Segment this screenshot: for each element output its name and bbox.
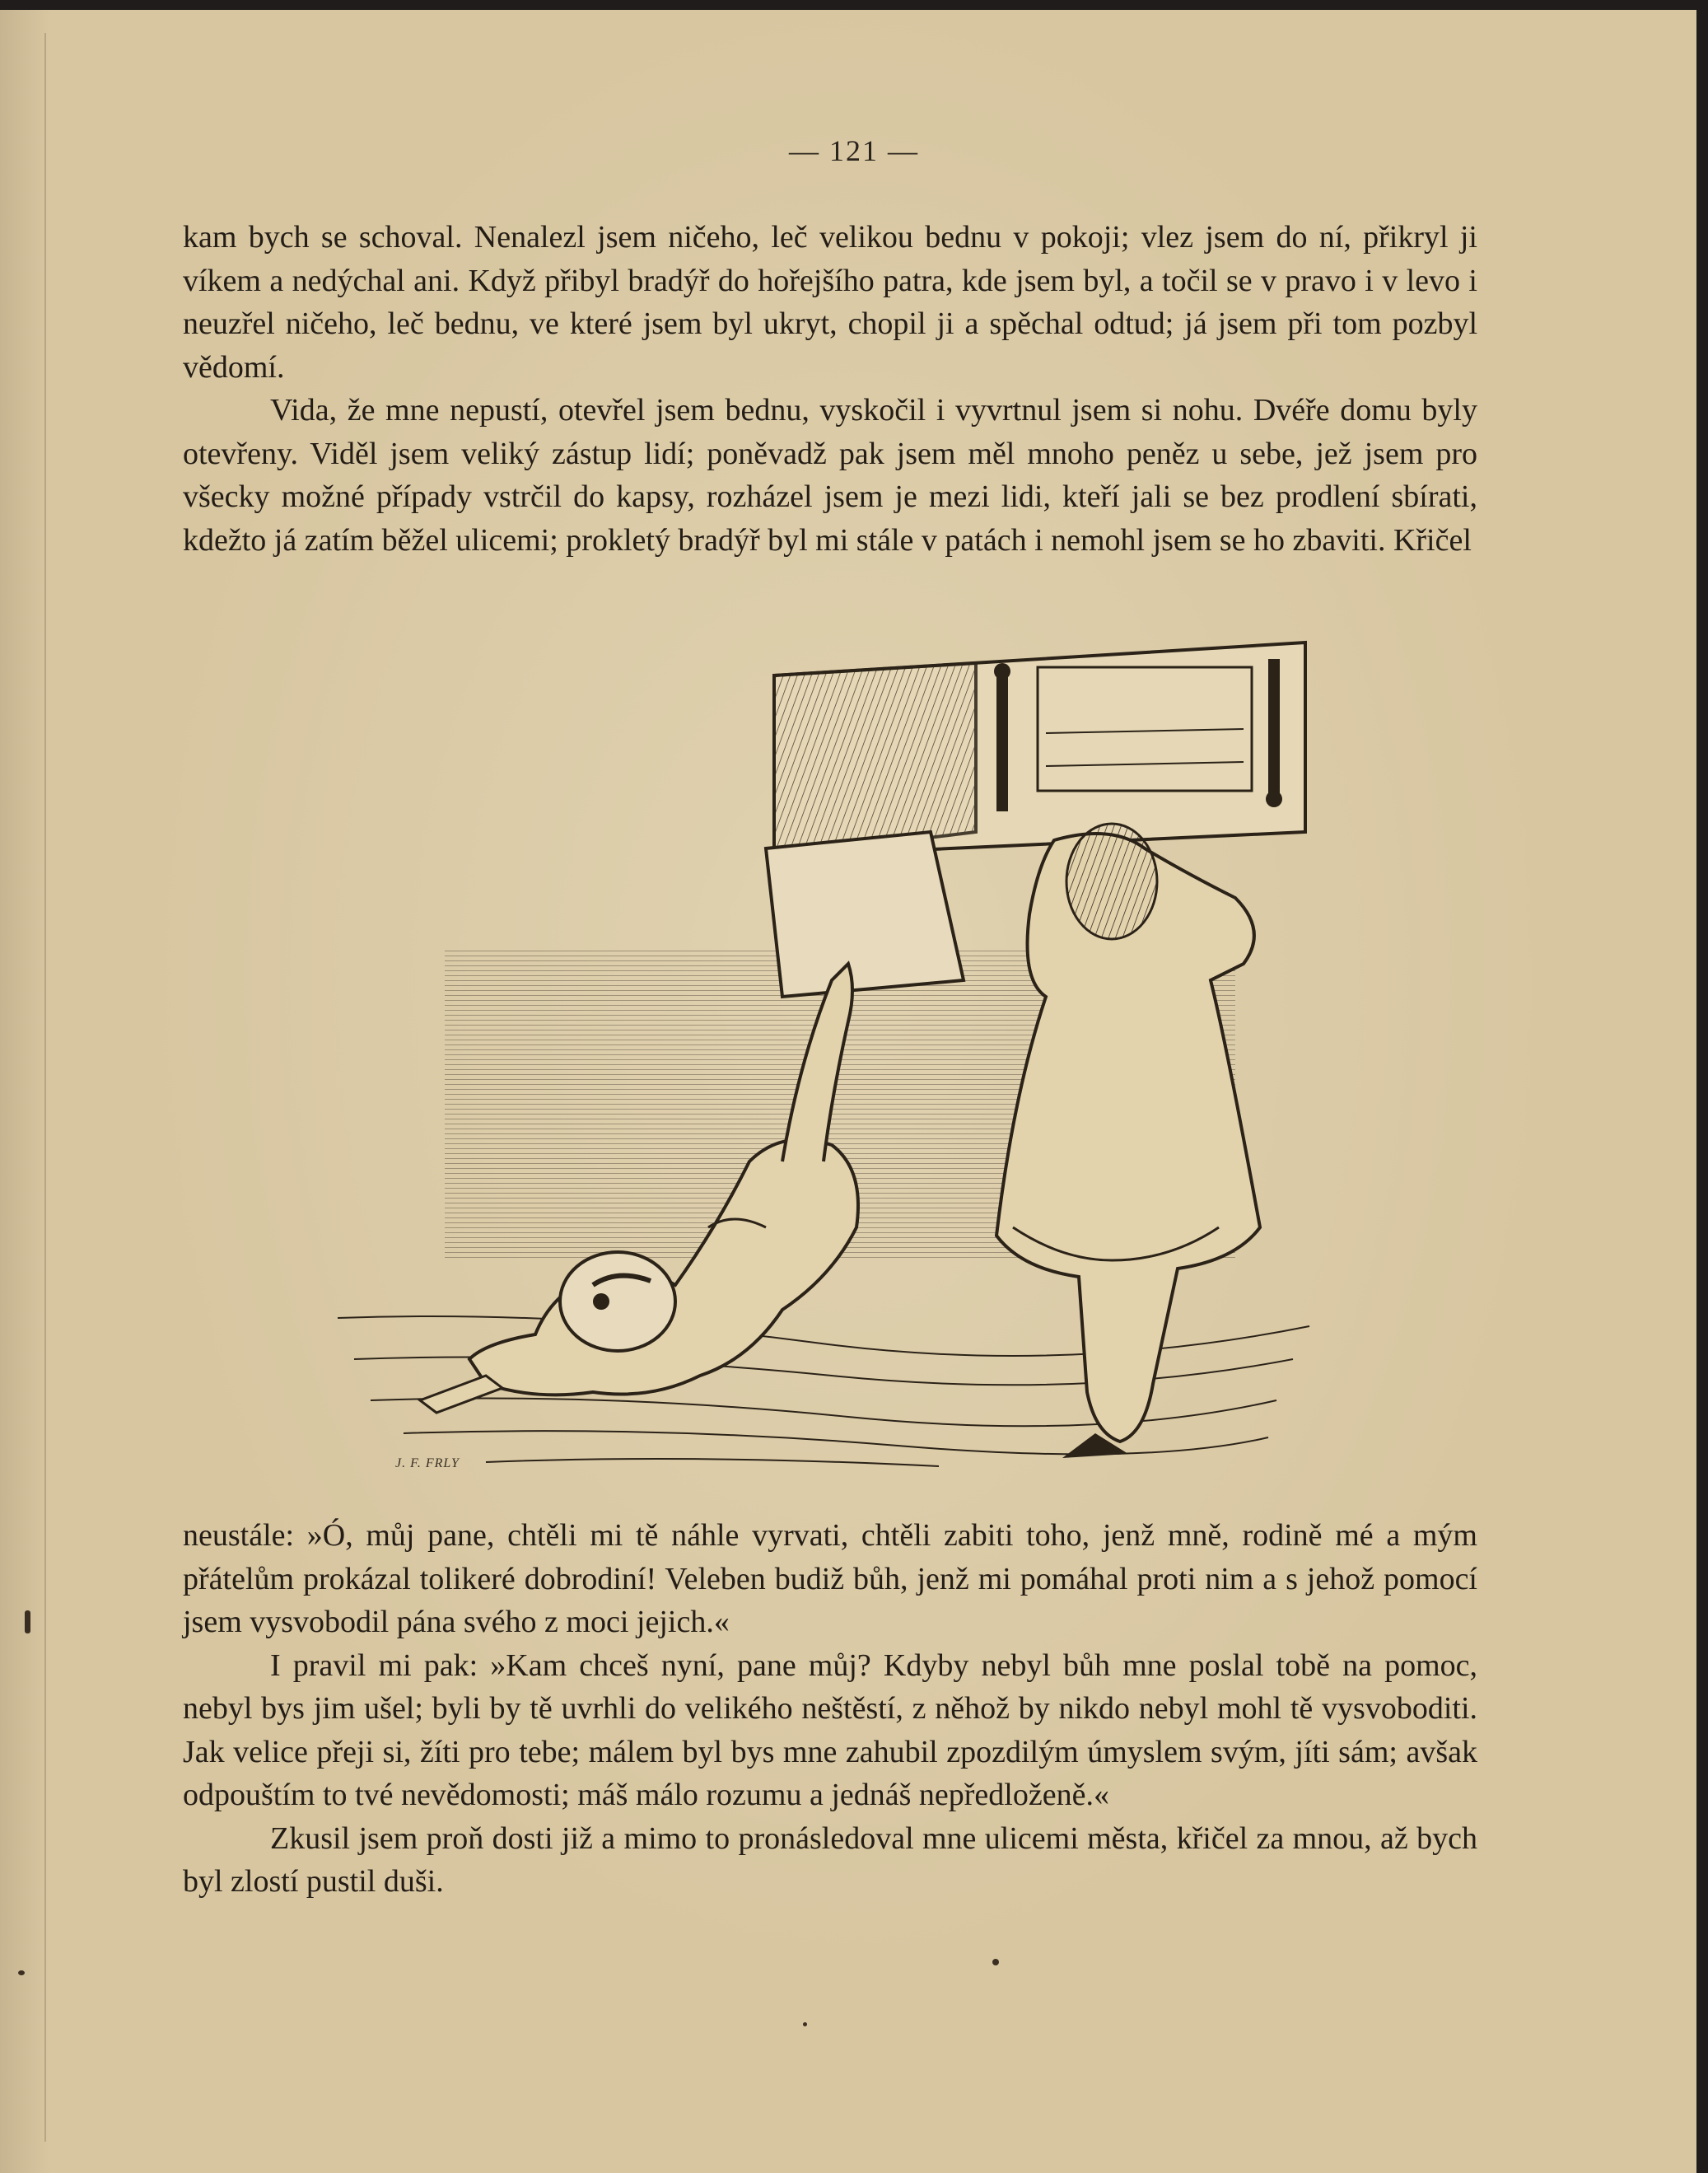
paragraph: Zkusil jsem proň dosti již a mimo to pronásledoval mne ulicemi města, křičel za mnou, až bych byl zlostí pustil duši.	[183, 1820, 1477, 1899]
page-number: — 121 —	[789, 134, 919, 167]
illustration-signature: J. F. FRLY	[395, 1456, 460, 1470]
paragraph: neustále: »Ó, můj pane, chtěli mi tě náhle vyrvati, chtěli zabiti toho, jenž mně, rodině mé a mým přátelům prokázal tolikeré dobrodiní! Veleben budiž bůh, jenž mi pomáhal proti nim a s jehož pomocí jsem vysvobodil pána svého z moci jejich.«	[183, 1518, 1477, 1639]
text-block-bottom	[183, 1514, 1477, 1904]
barber-figure	[996, 824, 1260, 1458]
paper-speck	[18, 1970, 25, 1975]
paper-speck	[992, 1959, 999, 1965]
chest	[774, 643, 1305, 857]
paper-speck	[803, 2022, 807, 2026]
paragraph: I pravil mi pak: »Kam chceš nyní, pane můj? Kdyby nebyl bůh mne poslal tobě na pomoc, nebyl bys jim ušel; byli by tě uvrhli do velikého neštěstí, z něhož by nikdo nebyl mohl tě vysvoboditi. Jak velice přeji si, žíti pro tebe; málem byl bys mne zahubil zpozdilým úmyslem svým, jíti sám; avšak odpouštím to tvé nevědomosti; máš málo rozumu a jednáš nepředloženě.«	[183, 1647, 1477, 1812]
paper-speck	[25, 1610, 30, 1633]
chest-lid	[766, 832, 964, 997]
engraving-illustration	[321, 634, 1346, 1474]
paragraph: kam bych se schoval. Nenalezl jsem ničeho, leč velikou bednu v pokoji; vlez jsem do ní, přikryl ji víkem a nedýchal ani. Když přibyl bradýř do hořejšího patra, kde jsem byl, a točil se v pravo i v levo i neuzřel ničeho, leč bednu, ve které jsem byl ukryt, chopil ji a spěchal odtud; já jsem při tom pozbyl vědomí.	[183, 220, 1477, 385]
page-gutter-shadow	[44, 33, 46, 2142]
paragraph: Vida, že mne nepustí, otevřel jsem bednu, vyskočil i vyvrtnul jsem si nohu. Dvéře domu byly otevřeny. Viděl jsem veliký zástup lidí; poněvadž pak jsem měl mnoho peněz u sebe, jež jsem pro všecky možné případy vstrčil do kapsy, rozházel jsem je mezi lidi, kteří jali se bez prodlení sbírati, kdežto já zatím běžel ulicemi; prokletý bradýř byl mi stále v patách i nemohl jsem se ho zbaviti. Křičel	[183, 393, 1477, 558]
scan-right-border	[1696, 0, 1708, 2173]
text-block-top	[183, 216, 1477, 562]
